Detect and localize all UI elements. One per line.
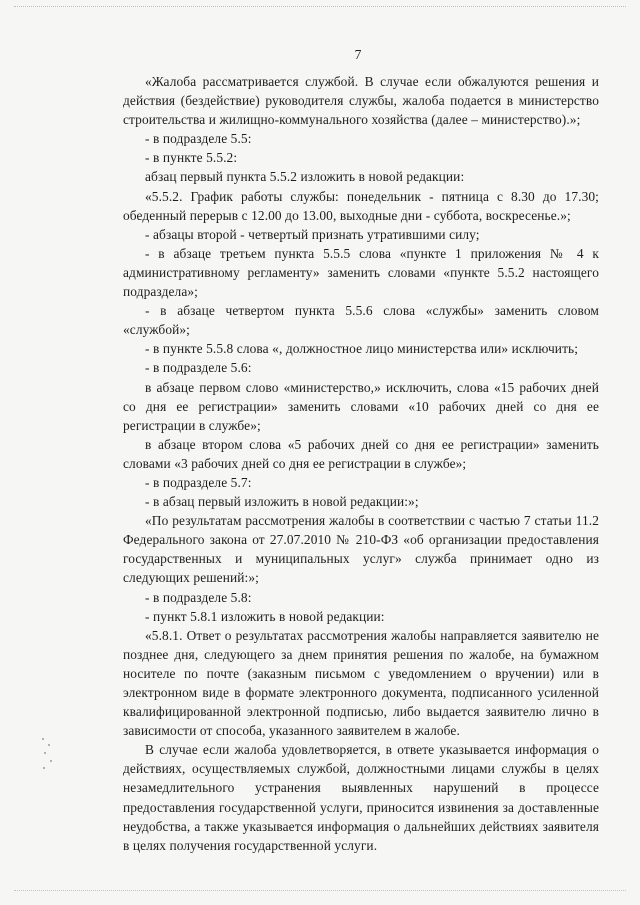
paragraph-complaint-satisfied: В случае если жалоба удовлетворяется, в ответе указывается информация о действиях, осуществляемых службой, должностными лицами службы в целях незамедлительного устранения выявленных нарушений в процессе предоставления государственной услуги, приносится извинения за доставленные неудобства, а также указывается информация о дальнейших действиях заявителя в целях получения государственной услуги. xyxy=(123,742,599,853)
paragraph-quote-complaint: «Жалоба рассматривается службой. В случае если обжалуются решения и действия (бездействие) руководителя службы, жалоба подается в министерство строительства и жилищно-коммунального хозяйства (далее – министерство).»; xyxy=(123,74,599,128)
paragraph-5-7-quote: «По результатам рассмотрения жалобы в соответствии с частью 7 статьи 11.2 Федерального закона от 27.07.2010 № 210-ФЗ «об организации предоставления государственных и муниципальных услуг» служба принимает одно из следующих решений:»; xyxy=(123,513,599,586)
paragraph-5-7-first: - в абзац первый изложить в новой редакции:»; xyxy=(145,494,419,510)
page-number: 7 xyxy=(354,47,362,62)
paragraph-subsection-5-6: - в подразделе 5.6: xyxy=(145,360,252,376)
paragraph-5-5-5: - в абзаце третьем пункта 5.5.5 слова «пункте 1 приложения № 4 к административному регламенту» заменить словами «пункте 5.5.2 настоящего подраздела»; xyxy=(123,245,599,300)
paragraph-subsection-5-5: - в подразделе 5.5: xyxy=(145,131,252,147)
paragraph-work-schedule: «5.5.2. График работы службы: понедельник - пятница с 8.30 до 17.30; обеденный перерыв с 12.00 до 13.00, выходные дни - суббота, воскресенье.»; xyxy=(123,188,599,223)
paragraph-5-5-6: - в абзаце четвертом пункта 5.5.6 слова «службы» заменить словом «службой»; xyxy=(123,303,599,338)
document-body xyxy=(123,72,599,855)
scan-edge-bottom xyxy=(14,890,626,892)
paragraph-first-para-5-5-2: абзац первый пункта 5.5.2 изложить в новой редакции: xyxy=(145,169,465,185)
paragraph-item-5-8-1: - пункт 5.8.1 изложить в новой редакции: xyxy=(145,608,385,624)
paragraph-item-5-5-2: - в пункте 5.5.2: xyxy=(145,150,238,166)
scan-specks xyxy=(40,738,54,770)
paragraph-5-6-first: в абзаце первом слово «министерство,» исключить, слова «15 рабочих дней со дня ее регистрации» заменить словами «10 рабочих дней со дня ее регистрации в службе»; xyxy=(123,379,599,433)
paragraph-5-8-1-text: «5.8.1. Ответ о результатах рассмотрения жалобы направляется заявителю не позднее дня, следующего за днем принятия решения по жалобе, на бумажном носителе по почте (заказным письмом с уведомлением о вручении) или в электронном виде в формате электронного документа, подписанного усиленной квалифицированной электронной подписью, либо выдается заявителю лично в зависимости от способа, указанного заявителем в жалобе. xyxy=(123,627,599,739)
paragraph-5-6-second: в абзаце втором слова «5 рабочих дней со дня ее регистрации» заменить словами «3 рабочих дней со дня ее регистрации в службе»; xyxy=(123,436,599,471)
paragraph-subsection-5-8: - в подразделе 5.8: xyxy=(145,589,252,605)
scan-edge-top xyxy=(14,6,626,8)
paragraph-subsection-5-7: - в подразделе 5.7: xyxy=(145,474,252,490)
paragraph-5-5-8: - в пункте 5.5.8 слова «, должностное лицо министерства или» исключить; xyxy=(145,341,579,357)
paragraph-repeal: - абзацы второй - четвертый признать утратившими силу; xyxy=(145,226,480,242)
